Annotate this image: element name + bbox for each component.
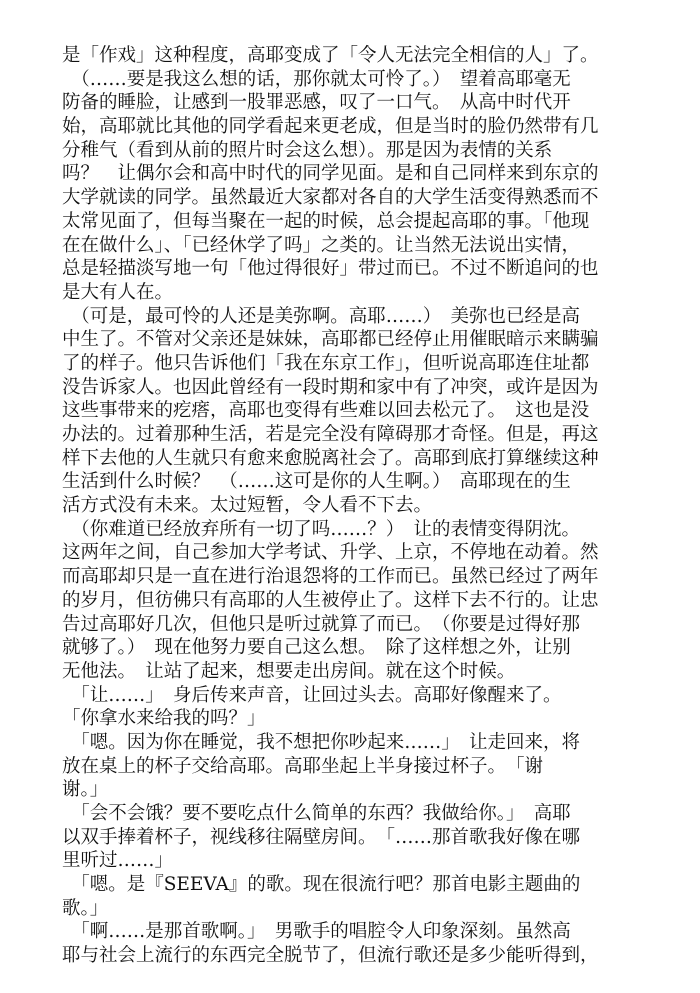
text-line: 防备的睡脸，让感到一股罪恶感，叹了一口气。 从高中时代开 bbox=[62, 92, 571, 114]
text-line: 放在桌上的杯子交给高耶。高耶坐起上半身接过杯子。 「谢 bbox=[62, 755, 544, 777]
text-line: 的岁月，但彷佛只有高耶的人生被停止了。这样下去不行的。让忠 bbox=[62, 589, 599, 611]
text-line: 样下去他的人生就只有愈来愈脱离社会了。高耶到底打算继续这种 bbox=[62, 447, 599, 469]
text-line: 「嗯。因为你在睡觉，我不想把你吵起来……」 让走回来，将 bbox=[62, 731, 581, 753]
text-line: 无他法。 让站了起来，想要走出房间。就在这个时候。 bbox=[62, 660, 516, 682]
text-line: 而高耶却只是一直在进行治退怨将的工作而已。虽然已经过了两年 bbox=[62, 566, 599, 588]
text-line: 吗？ 让偶尔会和高中时代的同学见面。是和自己同样来到东京的 bbox=[62, 163, 599, 185]
text-line: 了的样子。他只告诉他们「我在东京工作」，但听说高耶连住址都 bbox=[62, 352, 590, 374]
text-line: 谢。」 bbox=[62, 779, 109, 801]
text-line: （……要是我这么想的话，那你就太可怜了。） 望着高耶毫无 bbox=[62, 68, 571, 90]
text-line: 太常见面了，但每当聚在一起的时候，总会提起高耶的事。「他现 bbox=[62, 210, 590, 232]
text-line: 中生了。不管对父亲还是妹妹，高耶都已经停止用催眠暗示来瞒骗 bbox=[62, 329, 599, 351]
text-line: 是「作戏」这种程度，高耶变成了「令人无法完全相信的人」了。 bbox=[62, 45, 599, 66]
text-line: 这两年之间，自己参加大学考试、升学、上京，不停地在动着。然 bbox=[62, 542, 599, 564]
text-line: 大学就读的同学。虽然最近大家都对各自的大学生活变得熟悉而不 bbox=[62, 187, 599, 209]
text-line: 活方式没有未来。太过短暂，令人看不下去。 bbox=[62, 495, 433, 517]
text-line: 耶与社会上流行的东西完全脱节了，但流行歌还是多少能听得到， bbox=[62, 945, 599, 967]
text-line: 在在做什么」、「已经休学了吗」之类的。让当然无法说出实情， bbox=[62, 234, 581, 256]
text-line: 告过高耶好几次，但他只是听过就算了而已。 （你要是过得好那 bbox=[62, 613, 581, 635]
text-line: 是大有人在。 bbox=[62, 281, 174, 303]
text-line: 以双手捧着杯子，视线移往隔壁房间。 「……那首歌我好像在哪 bbox=[62, 826, 581, 848]
text-line: 「嗯。是『SEEVA』的歌。现在很流行吧？那首电影主题曲的 bbox=[62, 874, 581, 896]
text-line: 总是轻描淡写地一句「他过得很好」带过而已。不过不断追问的也 bbox=[62, 258, 599, 280]
document-page bbox=[62, 44, 638, 968]
text-line: 生活到什么时候？ （……这可是你的人生啊。） 高耶现在的生 bbox=[62, 471, 571, 493]
text-line: 「会不会饿？要不要吃点什么简单的东西？我做给你。」 高耶 bbox=[62, 803, 571, 824]
text-line: （可是，最可怜的人还是美弥啊。高耶……） 美弥也已经是高 bbox=[62, 305, 581, 327]
text-line: （你难道已经放弃所有一切了吗……？） 让的表情变得阴沈。 bbox=[62, 518, 581, 540]
text-line: 里听过……」 bbox=[62, 850, 174, 872]
text-line: 「你拿水来给我的吗？」 bbox=[62, 708, 266, 730]
text-line: 歌。」 bbox=[62, 897, 109, 919]
text-line: 就够了。） 现在他努力要自己这么想。 除了这样想之外，让别 bbox=[62, 637, 571, 659]
text-line: 「啊……是那首歌啊。」 男歌手的唱腔令人印象深刻。虽然高 bbox=[62, 921, 571, 943]
text-line: 分稚气（看到从前的照片时会这么想）。那是因为表情的关系 bbox=[62, 139, 553, 161]
text-line: 没告诉家人。也因此曾经有一段时期和家中有了冲突，或许是因为 bbox=[62, 376, 599, 398]
text-line: 始，高耶就比其他的同学看起来更老成，但是当时的脸仍然带有几 bbox=[62, 116, 599, 138]
text-line: 这些事带来的疙瘩，高耶也变得有些难以回去松元了。 这也是没 bbox=[62, 400, 590, 422]
text-line: 办法的。过着那种生活，若是完全没有障碍那才奇怪。但是，再这 bbox=[62, 424, 599, 445]
text-line: 「让……」 身后传来声音，让回过头去。高耶好像醒来了。 bbox=[62, 684, 562, 706]
